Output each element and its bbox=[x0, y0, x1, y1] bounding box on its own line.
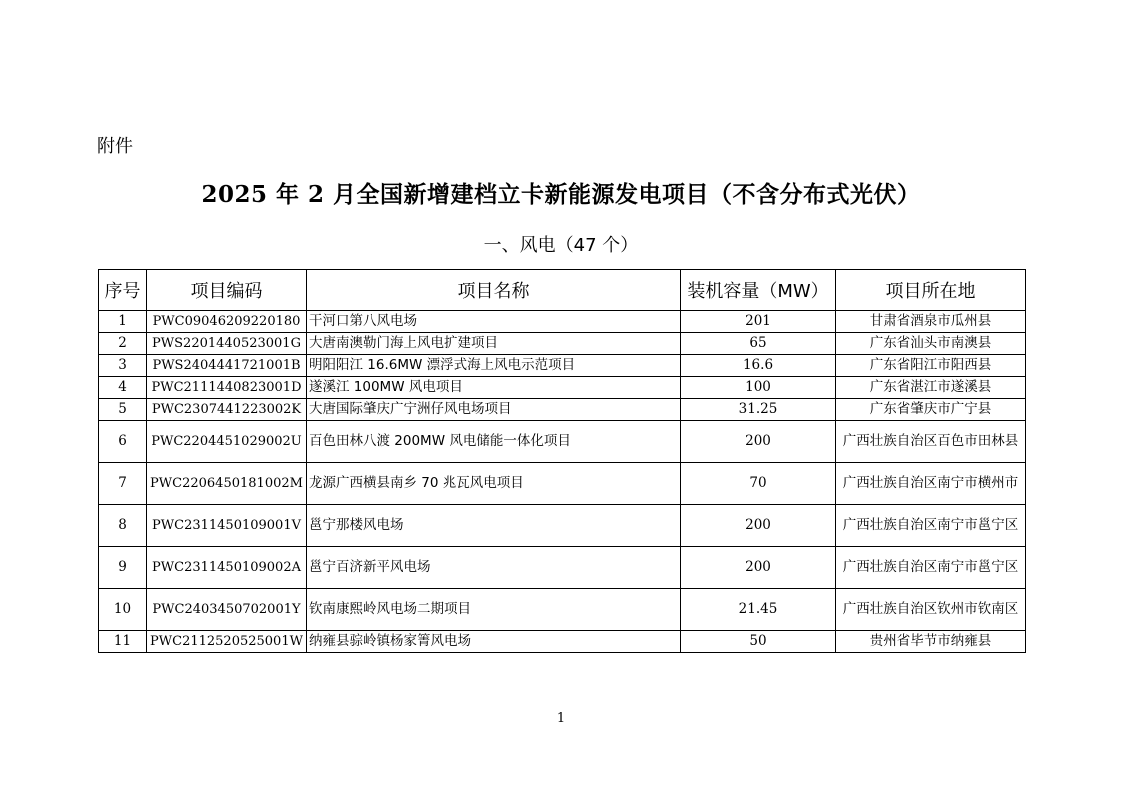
attachment-label: 附件 bbox=[97, 136, 133, 157]
cell-capacity: 50 bbox=[681, 631, 836, 653]
cell-no: 9 bbox=[99, 547, 147, 589]
table-row bbox=[99, 311, 1026, 333]
cell-code: PWC2311450109001V bbox=[147, 505, 307, 547]
cell-code: PWC2111440823001D bbox=[147, 377, 307, 399]
cell-code: PWC2112520525001W bbox=[147, 631, 307, 653]
section-heading: 一、风电（47 个） bbox=[483, 235, 639, 256]
cell-capacity: 65 bbox=[681, 333, 836, 355]
table-row bbox=[99, 505, 1026, 547]
cell-name: 邕宁百济新平风电场 bbox=[307, 547, 681, 589]
cell-capacity: 200 bbox=[681, 421, 836, 463]
cell-code: PWC2311450109002A bbox=[147, 547, 307, 589]
cell-capacity: 16.6 bbox=[681, 355, 836, 377]
cell-name: 大唐南澳勒门海上风电扩建项目 bbox=[307, 333, 681, 355]
cell-name: 纳雍县骔岭镇杨家箐风电场 bbox=[307, 631, 681, 653]
cell-no: 11 bbox=[99, 631, 147, 653]
cell-location: 广东省肇庆市广宁县 bbox=[836, 399, 1026, 421]
cell-name: 明阳阳江 16.6MW 漂浮式海上风电示范项目 bbox=[307, 355, 681, 377]
cell-capacity: 21.45 bbox=[681, 589, 836, 631]
cell-capacity: 100 bbox=[681, 377, 836, 399]
table-row bbox=[99, 377, 1026, 399]
cell-capacity: 201 bbox=[681, 311, 836, 333]
cell-location: 广西壮族自治区百色市田林县 bbox=[836, 421, 1026, 463]
cell-name: 龙源广西横县南乡 70 兆瓦风电项目 bbox=[307, 463, 681, 505]
cell-no: 7 bbox=[99, 463, 147, 505]
table-header-row bbox=[99, 270, 1026, 311]
cell-no: 10 bbox=[99, 589, 147, 631]
cell-code: PWC09046209220180 bbox=[147, 311, 307, 333]
header-location: 项目所在地 bbox=[836, 270, 1026, 311]
table-row bbox=[99, 547, 1026, 589]
header-no: 序号 bbox=[99, 270, 147, 311]
header-capacity: 装机容量（MW） bbox=[681, 270, 836, 311]
table-row bbox=[99, 399, 1026, 421]
cell-no: 1 bbox=[99, 311, 147, 333]
cell-name: 大唐国际肇庆广宁洲仔风电场项目 bbox=[307, 399, 681, 421]
cell-name: 钦南康熙岭风电场二期项目 bbox=[307, 589, 681, 631]
cell-capacity: 200 bbox=[681, 505, 836, 547]
cell-no: 6 bbox=[99, 421, 147, 463]
cell-location: 广西壮族自治区钦州市钦南区 bbox=[836, 589, 1026, 631]
cell-no: 5 bbox=[99, 399, 147, 421]
cell-location: 广东省湛江市遂溪县 bbox=[836, 377, 1026, 399]
cell-location: 广西壮族自治区南宁市邕宁区 bbox=[836, 547, 1026, 589]
header-name: 项目名称 bbox=[307, 270, 681, 311]
page-number: 1 bbox=[556, 711, 566, 726]
cell-code: PWC2204451029002U bbox=[147, 421, 307, 463]
table-row bbox=[99, 355, 1026, 377]
cell-location: 广东省阳江市阳西县 bbox=[836, 355, 1026, 377]
cell-code: PWS2201440523001G bbox=[147, 333, 307, 355]
cell-code: PWC2206450181002M bbox=[147, 463, 307, 505]
table-row bbox=[99, 631, 1026, 653]
cell-name: 干河口第八风电场 bbox=[307, 311, 681, 333]
cell-location: 贵州省毕节市纳雍县 bbox=[836, 631, 1026, 653]
cell-name: 邕宁那楼风电场 bbox=[307, 505, 681, 547]
document-title: 2025 年 2 月全国新增建档立卡新能源发电项目（不含分布式光伏） bbox=[201, 181, 921, 208]
table-row bbox=[99, 421, 1026, 463]
cell-location: 广东省汕头市南澳县 bbox=[836, 333, 1026, 355]
cell-location: 广西壮族自治区南宁市邕宁区 bbox=[836, 505, 1026, 547]
cell-code: PWS2404441721001B bbox=[147, 355, 307, 377]
cell-code: PWC2403450702001Y bbox=[147, 589, 307, 631]
table-row bbox=[99, 589, 1026, 631]
table-row bbox=[99, 333, 1026, 355]
table-row bbox=[99, 463, 1026, 505]
cell-name: 百色田林八渡 200MW 风电储能一体化项目 bbox=[307, 421, 681, 463]
cell-no: 4 bbox=[99, 377, 147, 399]
header-code: 项目编码 bbox=[147, 270, 307, 311]
cell-location: 广西壮族自治区南宁市横州市 bbox=[836, 463, 1026, 505]
cell-no: 8 bbox=[99, 505, 147, 547]
projects-table bbox=[98, 269, 1026, 653]
cell-location: 甘肃省酒泉市瓜州县 bbox=[836, 311, 1026, 333]
cell-capacity: 70 bbox=[681, 463, 836, 505]
cell-capacity: 31.25 bbox=[681, 399, 836, 421]
cell-no: 3 bbox=[99, 355, 147, 377]
cell-capacity: 200 bbox=[681, 547, 836, 589]
cell-name: 遂溪江 100MW 风电项目 bbox=[307, 377, 681, 399]
cell-code: PWC2307441223002K bbox=[147, 399, 307, 421]
cell-no: 2 bbox=[99, 333, 147, 355]
